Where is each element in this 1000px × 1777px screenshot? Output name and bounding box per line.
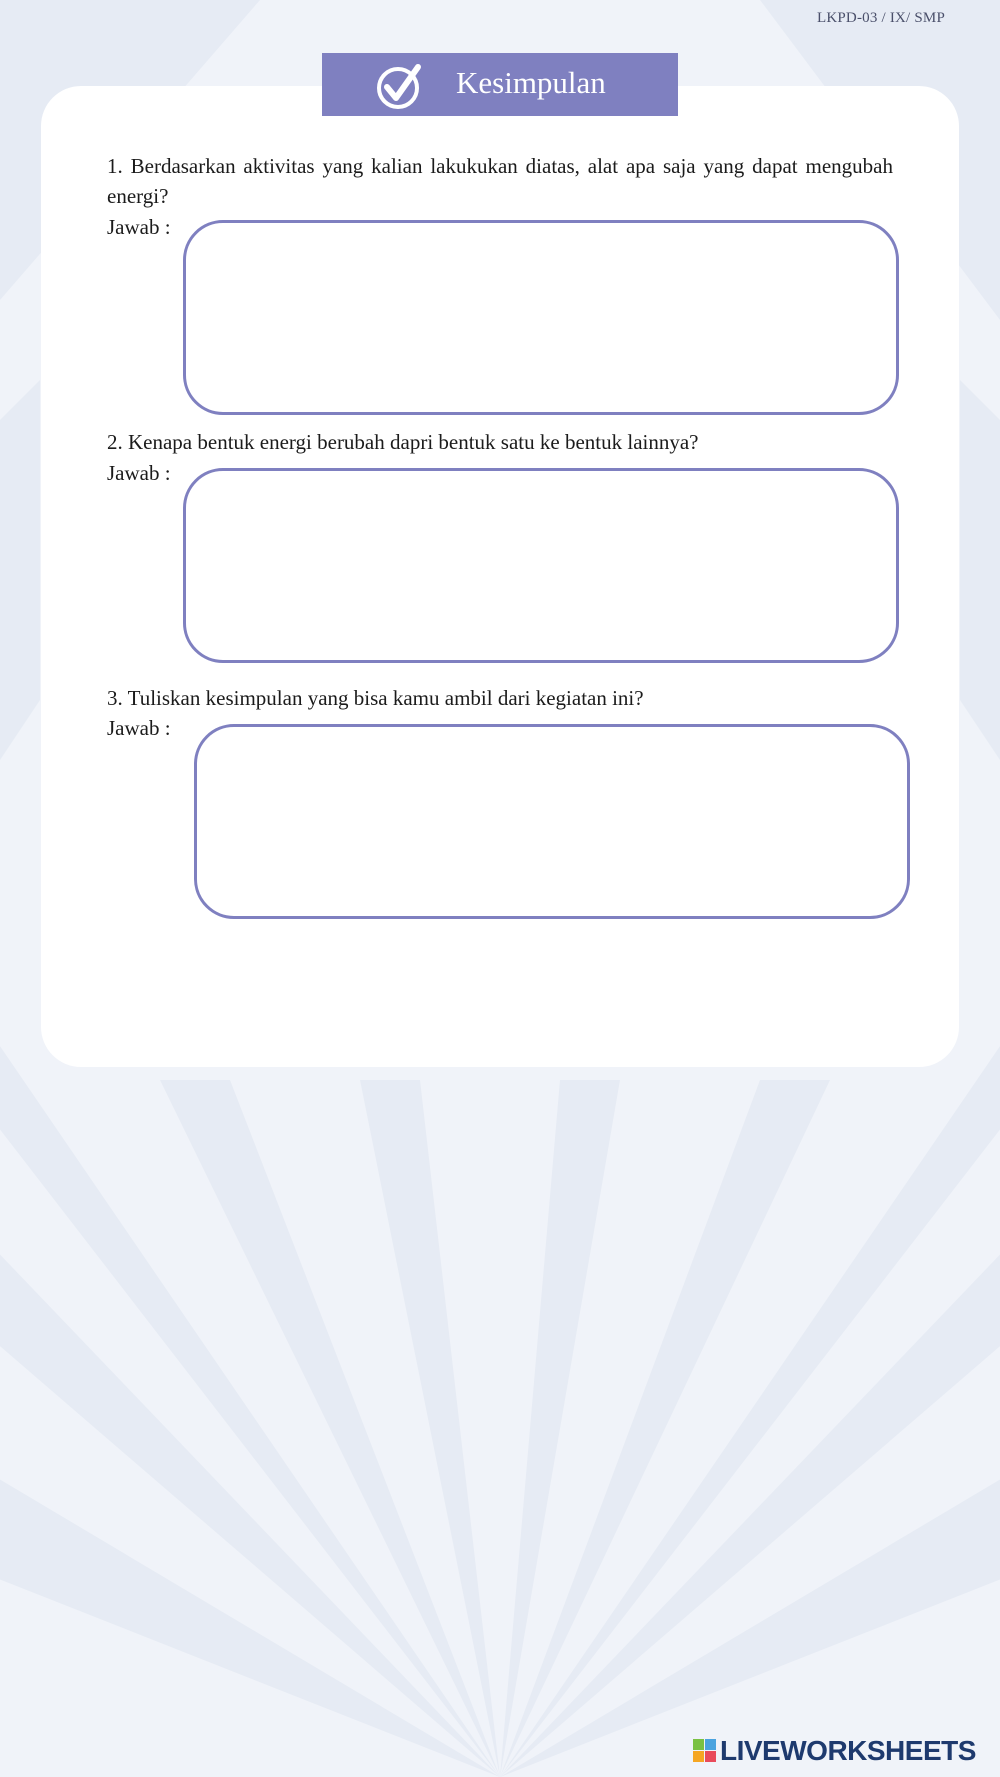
answer-input-3[interactable] [194,724,910,919]
section-banner [322,53,678,116]
document-code: LKPD-03 / IX/ SMP [817,10,945,26]
logo-text: LIVEWORKSHEETS [720,1735,976,1766]
check-circle-icon [374,61,424,111]
question-1-text: 1. Berdasarkan aktivitas yang kalian lakukukan diatas, alat apa saja yang dapat mengubah energi? [107,154,893,208]
section-title: Kesimpulan [456,65,606,100]
logo-mark-icon [693,1739,717,1763]
answer-label-2: Jawab : [107,461,171,485]
question-2-text: 2. Kenapa bentuk energi berubah dapri bentuk satu ke bentuk lainnya? [107,430,699,454]
question-3-text: 3. Tuliskan kesimpulan yang bisa kamu ambil dari kegiatan ini? [107,686,644,710]
liveworksheets-logo[interactable] [693,1736,976,1766]
answer-label-3: Jawab : [107,716,171,740]
answer-input-2[interactable] [183,468,899,663]
answer-label-1: Jawab : [107,215,171,239]
answer-input-1[interactable] [183,220,899,415]
